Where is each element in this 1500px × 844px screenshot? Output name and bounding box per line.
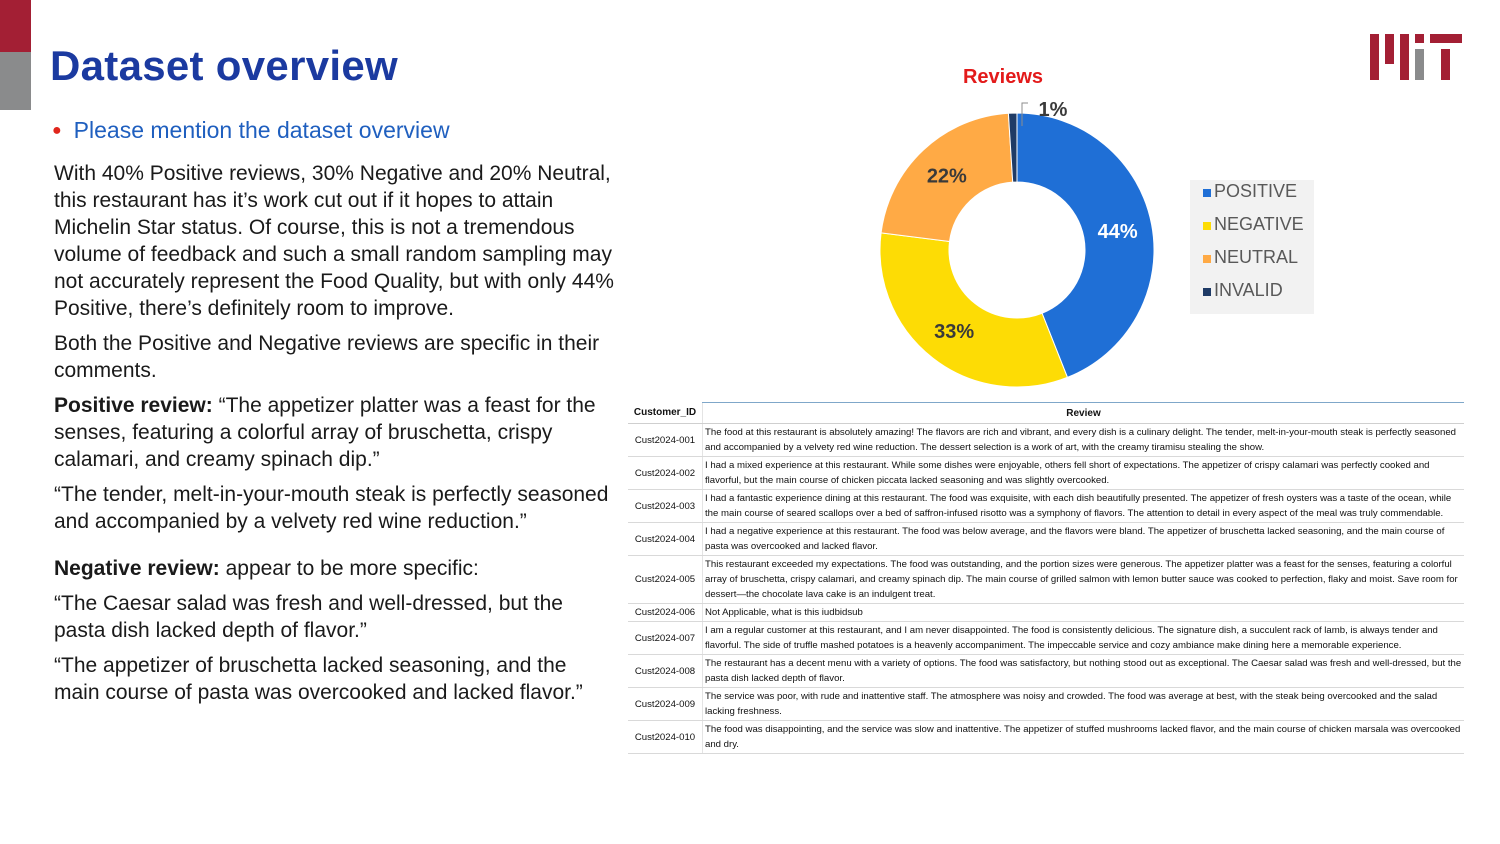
data-label-negative: 33% — [934, 320, 975, 343]
table-row — [628, 523, 1464, 556]
customer-id-cell: Cust2024-009 — [628, 688, 703, 721]
bullet-item — [52, 117, 450, 144]
customer-id-cell: Cust2024-003 — [628, 490, 703, 523]
accent-bar-red — [0, 0, 31, 52]
customer-id-cell: Cust2024-010 — [628, 721, 703, 754]
negative-review-quote-1: “The Caesar salad was fresh and well-dressed, but the pasta dish lacked depth of flavor.” — [54, 592, 563, 642]
negative-review-paragraph — [54, 555, 614, 582]
header-customer-id: Customer_ID — [628, 403, 703, 424]
review-cell: I had a negative experience at this restaurant. The food was below average, and the flavors were bland. The appetizer of bruschetta lacked seasoning, and the main course of pasta was overcooked and lacked flavor. — [703, 523, 1465, 556]
review-cell: The service was poor, with rude and inattentive staff. The atmosphere was noisy and crowded. The food was average at best, with the steak being overcooked and the salad lacking freshness. — [703, 688, 1465, 721]
page-title: Dataset overview — [50, 42, 398, 89]
data-label-neutral: 22% — [926, 165, 967, 188]
customer-id-cell: Cust2024-008 — [628, 655, 703, 688]
header-review: Review — [703, 403, 1465, 424]
review-cell: The food at this restaurant is absolutely amazing! The flavors are rich and vibrant, and every dish is a culinary delight. The tender, melt-in-your-mouth steak is perfectly seasoned and accompanied by a velvety red wine reduction. The dessert selection is a work of art, with the creamy tiramisu stealing the show. — [703, 424, 1465, 457]
positive-review-quote: “The appetizer platter was a feast for the senses, featuring a colorful array of bruschetta, crispy calamari, and creamy spinach dip.” — [54, 394, 596, 471]
review-cell: The food was disappointing, and the service was slow and inattentive. The appetizer of stuffed mushrooms lacked flavor, and the main course of chicken marsala was overcooked and dry. — [703, 721, 1465, 754]
review-cell: I had a mixed experience at this restaurant. While some dishes were enjoyable, others fell short of expectations. The appetizer of crispy calamari was perfectly cooked and flavorful, but the main course of chicken piccata lacked seasoning and was slightly overcooked. — [703, 457, 1465, 490]
table-row — [628, 721, 1464, 754]
customer-id-cell: Cust2024-005 — [628, 556, 703, 604]
table-row — [628, 424, 1464, 457]
legend-swatch-positive — [1203, 189, 1211, 197]
table-row — [628, 655, 1464, 688]
customer-id-cell: Cust2024-002 — [628, 457, 703, 490]
positive-review-paragraph — [54, 392, 614, 473]
legend-label-neutral: NEUTRAL — [1214, 247, 1299, 267]
table-row — [628, 622, 1464, 655]
customer-id-cell: Cust2024-006 — [628, 604, 703, 622]
reviews-donut-chart — [870, 60, 1330, 400]
data-label-invalid: 1% — [1038, 99, 1068, 121]
table-row — [628, 556, 1464, 604]
bullet-dot-icon: ● — [52, 122, 62, 139]
mit-logo — [1370, 34, 1462, 80]
customer-id-cell: Cust2024-001 — [628, 424, 703, 457]
review-cell: Not Applicable, what is this iudbidsub — [703, 604, 1465, 622]
legend-swatch-invalid — [1203, 288, 1211, 296]
table-row — [628, 457, 1464, 490]
positive-review-quote-2: “The tender, melt-in-your-mouth steak is perfectly seasoned and accompanied by a velvety red wine reduction.” — [54, 483, 609, 533]
review-cell: This restaurant exceeded my expectations. The food was outstanding, and the portion sizes were generous. The appetizer platter was a feast for the senses, featuring a colorful array of bruschetta, crispy calamari, and creamy spinach dip. The main course of grilled salmon with lemon butter sauce was cooked to perfection, flaky and moist. Save room for dessert—the chocolate lava cake is an indulgent treat. — [703, 556, 1465, 604]
review-cell: The restaurant has a decent menu with a variety of options. The food was satisfactory, but nothing stood out as exceptional. The Caesar salad was fresh and well-dressed, but the pasta dish lacked depth of flavor. — [703, 655, 1465, 688]
reviews-table — [628, 402, 1464, 754]
reviews-table-container — [628, 402, 1464, 754]
legend-swatch-neutral — [1203, 255, 1211, 263]
body-text — [54, 160, 614, 714]
negative-review-intro: appear to be more specific: — [219, 557, 479, 580]
bullet-text: Please mention the dataset overview — [73, 117, 450, 143]
negative-review-quote-2: “The appetizer of bruschetta lacked seasoning, and the main course of pasta was overcooked and lacked flavor.” — [54, 654, 583, 704]
summary-paragraph: With 40% Positive reviews, 30% Negative and 20% Neutral, this restaurant has it’s work cut out if it hopes to attain Michelin Star status. Of course, this is not a tremendous volume of feedback and such a small random sampling may not accurately represent the Food Quality, but with only 44% Positive, there’s definitely room to improve. — [54, 162, 614, 320]
customer-id-cell: Cust2024-004 — [628, 523, 703, 556]
chart-title: Reviews — [962, 66, 1044, 88]
table-row — [628, 688, 1464, 721]
legend-swatch-negative — [1203, 222, 1211, 230]
legend-label-positive: POSITIVE — [1214, 181, 1298, 201]
specific-paragraph: Both the Positive and Negative reviews are specific in their comments. — [54, 332, 600, 382]
legend-label-negative: NEGATIVE — [1214, 214, 1304, 234]
slice-negative — [880, 233, 1067, 387]
customer-id-cell: Cust2024-007 — [628, 622, 703, 655]
review-cell: I am a regular customer at this restaurant, and I am never disappointed. The food is consistently delicious. The signature dish, a succulent rack of lamb, is always tender and flavorful. The side of truffle mashed potatoes is a heavenly accompaniment. The impeccable service and cozy ambiance make dining here a memorable experience. — [703, 622, 1465, 655]
positive-review-label: Positive review: — [54, 394, 213, 417]
table-header-row — [628, 403, 1464, 424]
table-row — [628, 604, 1464, 622]
accent-bar-gray — [0, 52, 31, 110]
legend-label-invalid: INVALID — [1214, 280, 1283, 300]
data-label-positive: 44% — [1097, 220, 1138, 243]
review-cell: I had a fantastic experience dining at this restaurant. The food was exquisite, with each dish beautifully presented. The appetizer of fresh oysters was a taste of the ocean, while the main course of seared scallops over a bed of saffron-infused risotto was a symphony of flavors. The attention to detail in every aspect of the meal was truly commendable. — [703, 490, 1465, 523]
negative-review-label: Negative review: — [54, 557, 220, 580]
table-row — [628, 490, 1464, 523]
